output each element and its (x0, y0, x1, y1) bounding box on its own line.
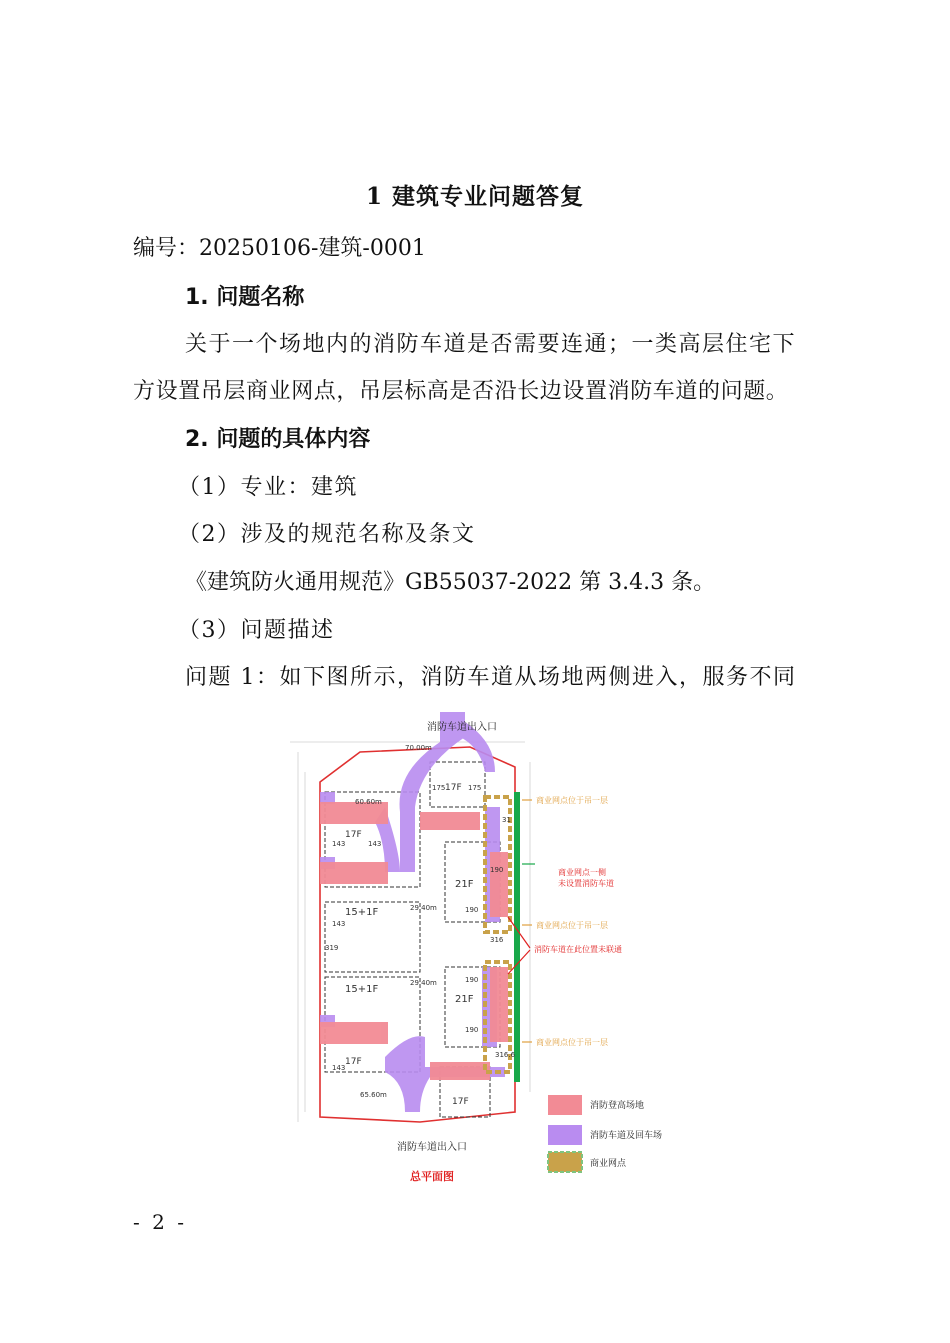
item-specialty: （1）专业：建筑 (178, 475, 358, 500)
legend-label-road: 消防车道及回车场 (590, 1131, 663, 1141)
page-number: - 2 - (133, 1210, 187, 1234)
item-codes: （2）涉及的规范名称及条文 (178, 522, 476, 547)
dim-60: 60.60m (355, 798, 382, 806)
annotation-texts (534, 795, 622, 1047)
site-plan-drawing (290, 712, 690, 1192)
label-15-1f-a: 15+1F (345, 907, 379, 918)
annotation-side-b: 未设置消防车道 (558, 879, 614, 888)
num-143c: 143 (332, 920, 346, 928)
num-190a: 190 (490, 866, 504, 874)
green-boundary-bar (514, 792, 520, 1082)
num-143d: 143 (332, 1064, 346, 1072)
label-17f-top: 17F (445, 783, 462, 793)
num-175a: 175 (432, 784, 446, 792)
annotation-side-a: 商业网点一侧 (558, 868, 606, 877)
annotation-commercial-3: 商业网点位于吊一层 (536, 1038, 608, 1047)
legend-label-commercial: 商业网点 (590, 1159, 627, 1169)
num-143a: 143 (332, 840, 346, 848)
label-15-1f-b: 15+1F (345, 984, 379, 995)
label-17f-left: 17F (345, 830, 362, 840)
section1-para-line1: 关于一个场地内的消防车道是否需要连通；一类高层住宅下 (185, 332, 797, 357)
num-175b: 175 (468, 784, 482, 792)
item-description: （3）问题描述 (178, 618, 335, 643)
site-plan-figure (290, 712, 690, 1192)
dim-70: 70.00m (405, 744, 432, 752)
question1-line1: 问题 1：如下图所示，消防车道从场地两侧进入，服务不同 (185, 665, 797, 690)
label-21f-a: 21F (455, 879, 474, 890)
figure-caption: 总平面图 (410, 1170, 454, 1183)
num-316: 316 (490, 936, 504, 944)
document-title: 1 建筑专业问题答复 (365, 183, 584, 210)
legend (548, 1095, 662, 1172)
legend-swatch-ascent (548, 1095, 582, 1115)
bottom-entrance-label: 消防车道出入口 (397, 1142, 467, 1153)
num-31: 31 (502, 816, 511, 824)
section1-para-line2: 方设置吊层商业网点，吊层标高是否沿长边设置消防车道的问题。 (133, 379, 789, 404)
label-17f-bottom-left: 17F (345, 1057, 362, 1067)
number-line: 编号：20250106-建筑-0001 (133, 236, 426, 261)
dim-65: 65.60m (360, 1091, 387, 1099)
section2-heading: 2. 问题的具体内容 (185, 427, 371, 452)
dim-29-b: 29.40m (410, 979, 437, 987)
annotation-not-connected: 消防车道在此位置未联通 (534, 945, 622, 954)
label-21f-b: 21F (455, 994, 474, 1005)
dim-29-a: 29.40m (410, 904, 437, 912)
num-316b: 316.6 (495, 1051, 516, 1059)
annotation-commercial-2: 商业网点位于吊一层 (536, 921, 608, 930)
top-entrance-label: 消防车道出入口 (427, 722, 497, 733)
section1-heading: 1. 问题名称 (185, 285, 305, 310)
num-319: 319 (325, 944, 339, 952)
annotation-arrows (508, 800, 535, 1042)
label-17f-bottom: 17F (452, 1097, 469, 1107)
num-143b: 143 (368, 840, 382, 848)
item-code-detail: 《建筑防火通用规范》GB55037-2022 第 3.4.3 条。 (185, 570, 716, 595)
legend-swatch-road (548, 1125, 582, 1145)
num-190c: 190 (465, 976, 479, 984)
num-190d: 190 (465, 1026, 479, 1034)
legend-swatch-commercial (548, 1152, 582, 1172)
num-190b: 190 (465, 906, 479, 914)
annotation-commercial-1: 商业网点位于吊一层 (536, 796, 608, 805)
legend-label-ascent: 消防登高场地 (590, 1101, 645, 1111)
